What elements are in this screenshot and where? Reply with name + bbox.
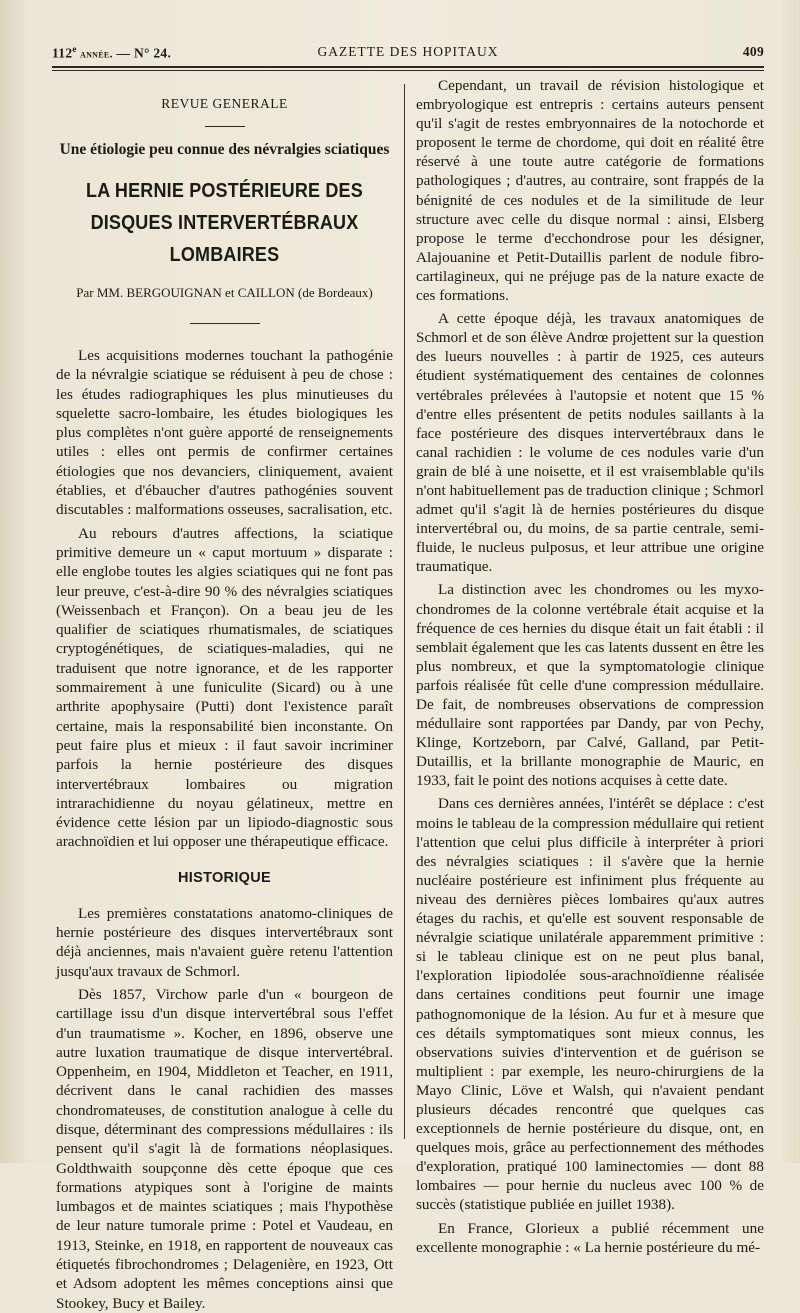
article-subtitle: Une étiologie peu connue des névralgies sciatiques (59, 141, 390, 158)
paragraph: Dès 1857, Virchow parle d'un « bourgeon de cartillage issu d'un disque intervertébral sous l'effet d'un traumatisme ». Kocher, en 1896, observe une autre luxation traumatique de disque intervertébral. Oppenheim, en 1904, Middleton et Teacher, en 1911, décrivent dans le canal rachidien des masses chondromateuses, de constitution analogue à celle du disque, déterminant des compressions médullaires : ils pensent qu'il s'agit là de formations néoplasiques. Goldthwaith soupçonne dès cette époque que ces formations atypiques sont à l'origine de maints lumbagos et de maintes sciatiques ; mais l'hypothèse de leur nature tumorale prime : Potel et Vaudeau, en 1913, Steinke, en 1918, en rapportent de nouveaux cas étiquetés fibrochondromes ; Delagenière, en 1923, Ott et Adsom adoptent les mêmes conceptions ainsi que Stookey, Bucy et Bailey. (56, 985, 393, 1312)
header-rule-thin (52, 70, 764, 71)
header-rule-thick (52, 66, 764, 68)
byline: Par MM. BERGOUIGNAN et CAILLON (de Bordeaux) (76, 285, 373, 300)
paragraph: Cependant, un travail de révision histologique et embryologique est entrepris : certains auteurs pensent qu'il s'agit de restes embryonnaires de la notochorde et proposent le terme de chordome, qui doit en réalité être réservé à une toute autre catégorie de formations pathologiques ; d'autres, au contraire, sont frappés de la bénignité de ces nodules et de la similitude de leur structure avec celle du disque normal : ainsi, Elsberg propose le terme d'ecchondrose pour les désigner, Alajouanine et Petit-Dutaillis parlent de nodule fibro-cartilagineux, qui ne préjuge pas de la nature exacte de ces formations. (416, 77, 764, 305)
paragraph: En France, Glorieux a publié récemment une excellente monographie : « La hernie postérieure du mé- (416, 1219, 764, 1256)
paragraph: Les premières constatations anatomo-cliniques de hernie postérieure des disques intervertébraux sont déjà anciennes, mais n'avaient guère retenu l'attention jusqu'aux travaux de Schmorl. (56, 904, 393, 980)
rubric-rule (205, 126, 245, 127)
paragraph: La distinction avec les chondromes ou les myxo-chondromes de la colonne vertébrale était acquise et la fréquence de ces hernies du disque était un fait établi : il semblait également que les cas latents dussent en être les plus nombreux, et que la symptomatologie clinique parfois réalisée fût celle d'une compression médullaire. De fait, de nombreuses observations de compression médullaire sont rapportées par Dandy, par von Pechy, Klinge, Kortzeborn, par Calvé, Galland, par Petit-Dutaillis, et la brillante monographie de Mauric, en 1933, fait le point des notions acquises à cette date. (416, 581, 764, 790)
rubric: REVUE GENERALE (161, 96, 288, 111)
title-line-2: DISQUES INTERVERTÉBRAUX LOMBAIRES (90, 212, 359, 266)
paragraph: Au rebours d'autres affections, la sciatique primitive demeure un « caput mortuum » disparate : elle englobe toutes les algies sciatiques qui ne font pas leur preuve, c'est-à-dire 90 % des névralgies sciatiques (Weissenbach et Françon). On a beau jeu de les qualifier de sciatiques rhumatismales, de sciatiques cryptogénétiques, de sciatiques-maladies, qui ne traduisent que notre ignorance, et de les rapporter sommairement à une funiculite (Sicard) ou à une arthrite apophysaire (Putti) dont l'existence paraît certaine, mais la responsabilité bien inconstante. On peut faire plus et mieux : il faut savoir incriminer parfois la hernie postérieure des disques intervertébraux lombaires ou migration intrarachidienne du noyau gélatineux, mettre en évidence cette lésion par un lipiodo-diagnostic sous arachnoïdien et lui opposer une thérapeutique efficace. (56, 524, 393, 851)
title-line-1: LA HERNIE POSTÉRIEURE DES (86, 180, 363, 202)
running-header (52, 40, 764, 64)
article-title (73, 175, 376, 271)
byline-rule (190, 323, 260, 324)
page-number: 409 (742, 44, 764, 59)
column-divider (404, 84, 405, 1139)
issue-info: 112e année. — N° 24. (52, 44, 172, 61)
right-column (416, 76, 764, 1257)
journal-name: GAZETTE DES HOPITAUX (317, 44, 499, 59)
paragraph: Les acquisitions modernes touchant la pathogénie de la névralgie sciatique se réduisent à peu de chose : les études radiographiques les plus minutieuses du squelette sacro-lombaire, les études biologiques les plus complètes n'ont guère apporté de renseignements utiles : elles ont permis de confirmer certaines étiologies que nos devanciers, cliniquement, avaient établies, et d'ébaucher d'autres pathogénies souvent discutables : malformations osseuses, sacralisation, etc. (56, 347, 393, 519)
section-heading: HISTORIQUE (178, 869, 271, 886)
left-column (56, 80, 393, 1313)
paragraph: A cette époque déjà, les travaux anatomiques de Schmorl et de son élève Andrœ projettent sur la question des lueurs nouvelles : à partir de 1925, ces auteurs étudient systématiquement des centaines de colonnes vertébrales prélevées à l'autopsie et notent que 15 % d'entre elles présentent de petits nodules saillants à la face postérieure des disques intervertébraux dans le canal rachidien : le volume de ces nodules varie d'un grain de blé à une noisette, et il est vraisemblable qu'ils n'ont habituellement pas de traduction clinique ; Schmorl admet qu'il s'agit là de hernies postérieures du disque intervertébral ou, du moins, de sa partie centrale, semi-fluide, le nucleus pulposus, et leur attribue une origine traumatique. (416, 310, 764, 576)
paragraph: Dans ces dernières années, l'intérêt se déplace : c'est moins le tableau de la compression médullaire qui retient l'attention que celui plus difficile à interpréter à priori des névralgies sciatiques : il s'avère que la hernie nucléaire postérieure est infiniment plus fréquente au niveau des dernières pièces lombaires qu'aux autres étages du rachis, et qu'elle est souvent responsable de névralgie sciatique unilatérale apparemment primitive : si le tableau clinique est on ne peut plus banal, l'exploration lipiodolée sous-arachnoïdienne réalisée dans certaines conditions peut fournir une image pathognomonique de la lésion. Au fur et à mesure que ces détails symptomatiques sont mieux connus, les observations suivies d'intervention et de guérison se multiplient : par exemple, les neuro-chirurgiens de la Mayo Clinic, Löve et Walsh, qui n'avaient pendant plusieurs décades rencontré que quelques cas exceptionnels de hernie postérieure du disque, ont, en quelques mois, grâce au perfectionnement des méthodes d'exploration, pratiqué 100 laminectomies — dont 88 lombaires — pour hernie du nucleus avec 100 % de succès (statistique publiée en juillet 1938). (416, 795, 764, 1214)
